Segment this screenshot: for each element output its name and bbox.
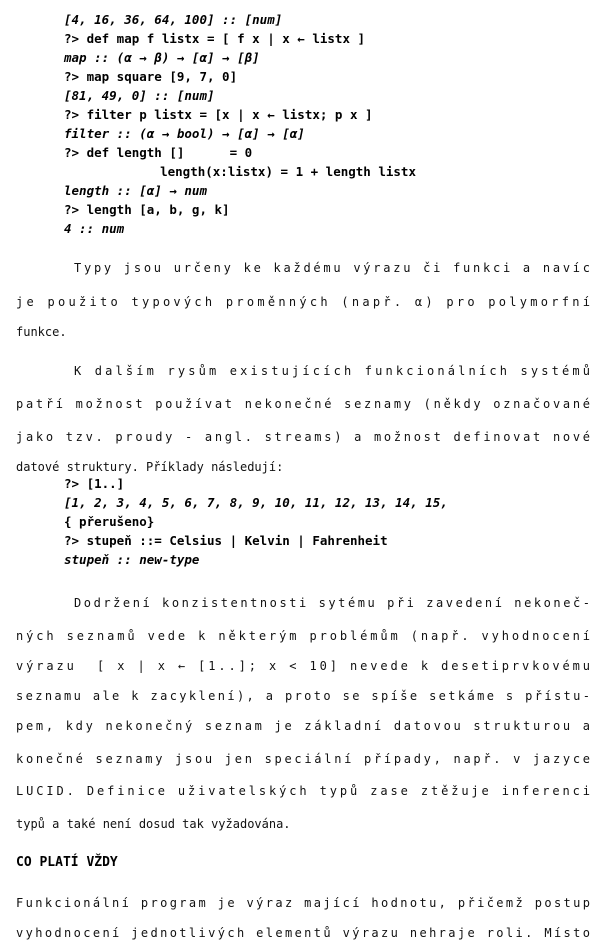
paragraph-line: patří možnost používat nekonečné seznamy (někdy označované xyxy=(16,397,593,411)
code-input-line: ?> def map f listx = [ f x | x ← listx ] xyxy=(64,31,366,46)
code-input-line: ?> [1..] xyxy=(64,476,125,491)
paragraph-line: Dodržení konzistentnosti sytému při zavedení nekoneč- xyxy=(74,596,593,610)
code-response-line: [1, 2, 3, 4, 5, 6, 7, 8, 9, 10, 11, 12, 13, 14, 15, xyxy=(64,495,448,510)
code-response-line: filter :: (α → bool) → [α] → [α] xyxy=(64,126,305,141)
code-input-line: ?> stupeň ::= Celsius | Kelvin | Fahrenheit xyxy=(64,533,388,548)
code-input-line: ?> length [a, b, g, k] xyxy=(64,202,230,217)
code-input-line: ?> map square [9, 7, 0] xyxy=(64,69,238,84)
paragraph-line: seznamu ale k zacyklení), a proto se spíše setkáme s přístu- xyxy=(16,689,593,703)
paragraph-line: pem, kdy nekonečný seznam je základní datovou strukturou a xyxy=(16,719,593,733)
paragraph-line: funkce. xyxy=(16,325,67,339)
paragraph-line: konečné seznamy jsou jen speciální případy, např. v jazyce xyxy=(16,752,593,766)
code-input-line: ?> filter p listx = [x | x ← listx; p x ] xyxy=(64,107,373,122)
code-response-line: length :: [α] → num xyxy=(64,183,207,198)
paragraph-line: je použito typových proměnných (např. α) pro polymorfní xyxy=(16,295,594,309)
paragraph-line: výrazu [ x | x ← [1..]; x < 10] nevede k desetiprvkovému xyxy=(16,659,593,673)
paragraph-line: Funkcionální program je výraz mající hodnotu, přičemž postup xyxy=(16,896,593,910)
paragraph-line: typů a také není dosud tak vyžadována. xyxy=(16,817,291,831)
code-input-line: length(x:listx) = 1 + length listx xyxy=(130,164,416,179)
section-heading: CO PLATÍ VŽDY xyxy=(16,855,118,870)
paragraph-line: datové struktury. Příklady následují: xyxy=(16,460,284,474)
code-response-line: map :: (α → β) → [α] → [β] xyxy=(64,50,260,65)
paragraph-line: K dalším rysům existujících funkcionálních systémů xyxy=(74,364,594,378)
code-input-line: ?> def length [] = 0 xyxy=(64,145,253,160)
paragraph-line: LUCID. Definice uživatelských typů zase ztěžuje inferenci xyxy=(16,784,593,798)
code-response-line: { přerušeno} xyxy=(64,514,155,529)
code-response-line: [4, 16, 36, 64, 100] :: [num] xyxy=(64,12,283,27)
code-response-line: 4 :: num xyxy=(64,221,125,236)
paragraph-line: jako tzv. proudy - angl. streams) a možnost definovat nové xyxy=(16,430,593,444)
paragraph-line: ných seznamů vede k některým problémům (např. vyhodnocení xyxy=(16,629,593,643)
paragraph-line: Typy jsou určeny ke každému výrazu či funkci a navíc xyxy=(74,261,593,275)
code-response-line: [81, 49, 0] :: [num] xyxy=(64,88,215,103)
code-response-line: stupeň :: new-type xyxy=(64,552,200,567)
paragraph-line: vyhodnocení jednotlivých elementů výrazu nehraje roli. Místo xyxy=(16,926,593,940)
